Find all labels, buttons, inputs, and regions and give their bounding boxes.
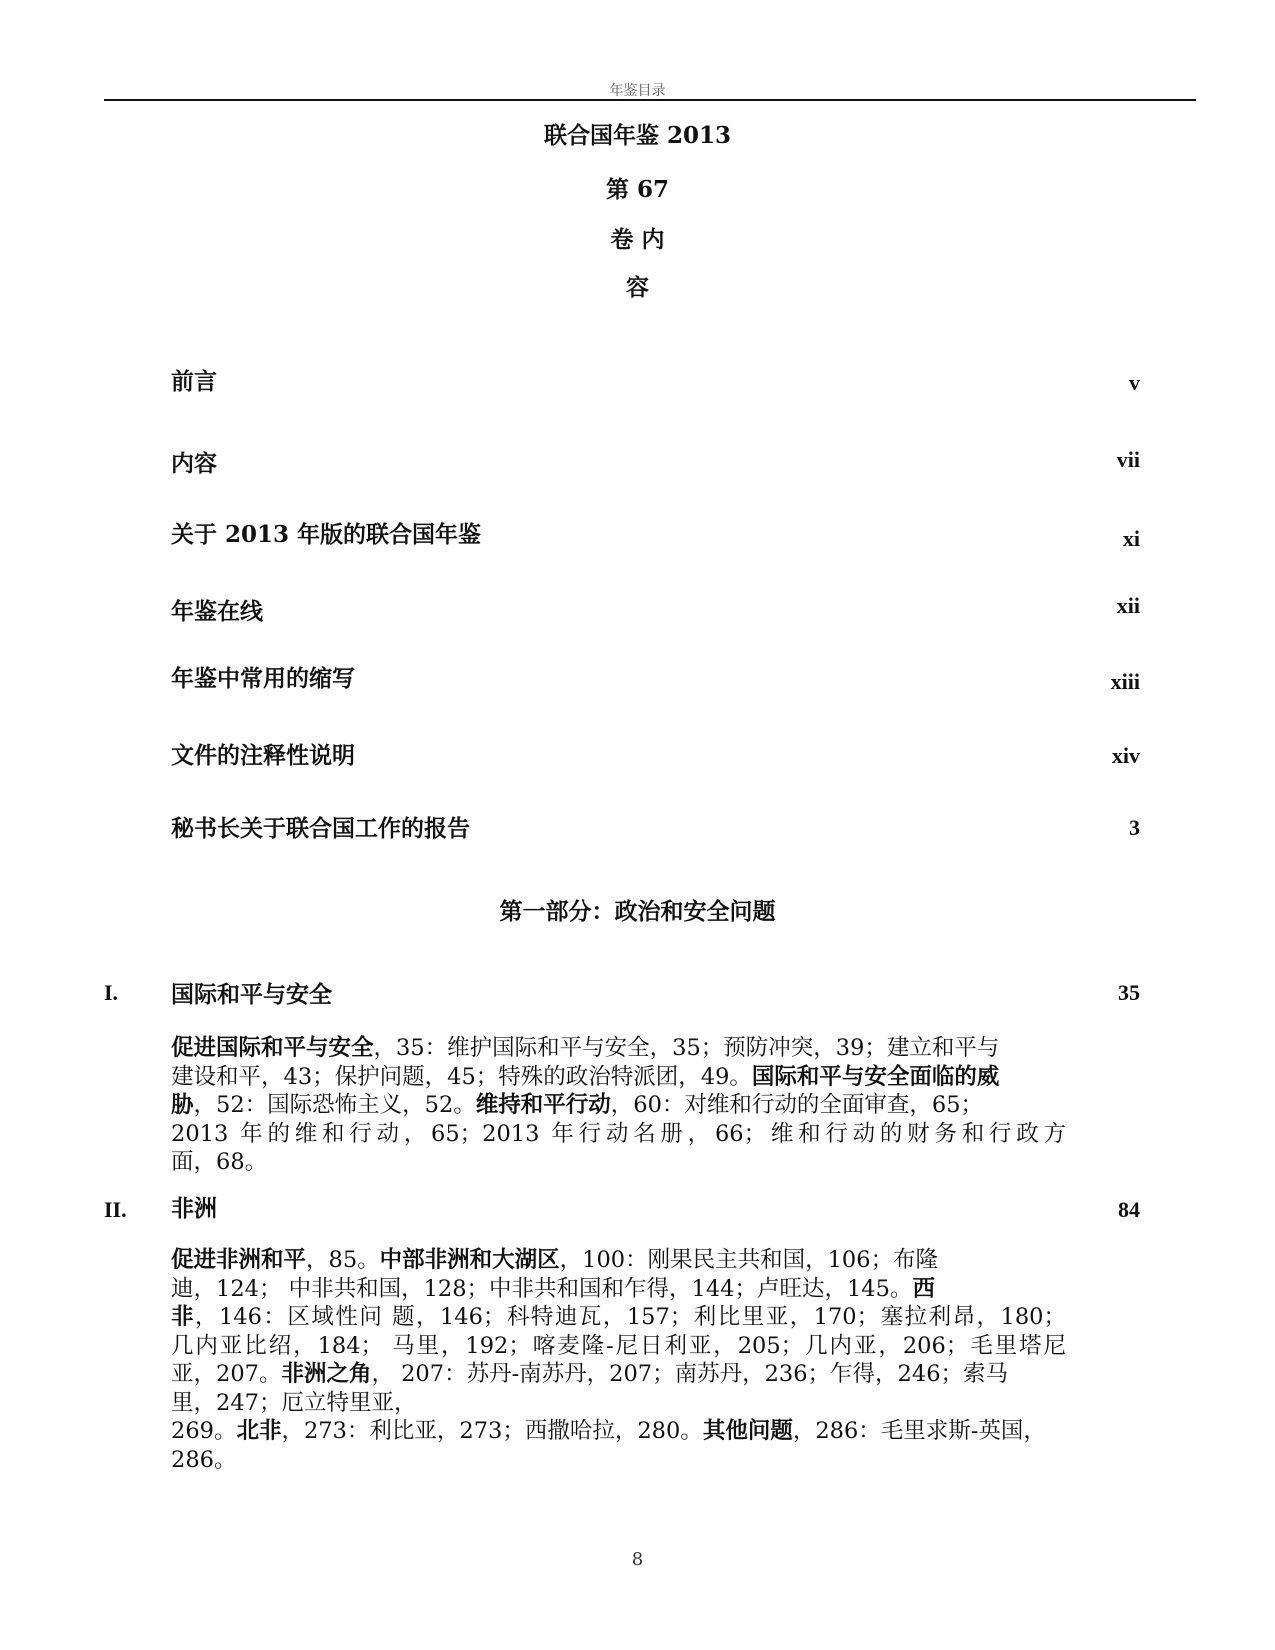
running-head: 年鉴目录 [609,83,666,99]
toc-entry-sg-report[interactable]: 秘书长关于联合国工作的报告 [171,815,470,842]
text-run: 里，247；厄立特里亚， [171,1389,417,1416]
chapter-2-page: 84 [1118,1197,1140,1222]
text-run: 建设和平，43；保护问题，45；特殊的政治特派团，49。 [171,1063,752,1090]
section-heading-run[interactable]: 其他问题 [702,1418,793,1444]
chapter-2-title[interactable]: 非洲 [171,1195,217,1222]
title-line-3: 卷 内 [610,226,665,253]
toc-page-about: xi [1122,526,1140,551]
toc-page-preface: v [1129,370,1140,395]
summary-line [171,1446,1066,1475]
book-title: 联合国年鉴 2013 [543,122,732,149]
summary-line [171,1148,1066,1177]
section-heading-run[interactable]: 胁 [171,1092,194,1118]
summary-line [171,1246,1066,1275]
text-run: 2013 年的维和行动，65；2013 年行动名册，66；维和行动的财务和行政方 [171,1120,1066,1147]
text-run: 286。 [171,1446,237,1473]
toc-page-document-notes: xiv [1111,743,1140,768]
section-heading-run[interactable]: 促进非洲和平 [171,1247,307,1273]
toc-entry-document-notes[interactable]: 文件的注释性说明 [171,742,355,769]
chapter-1-page: 35 [1118,980,1140,1005]
text-run: 迪，124； 中非共和国，128；中非共和国和乍得，144；卢旺达，145。 [171,1275,913,1302]
toc-entry-abbreviations[interactable]: 年鉴中常用的缩写 [171,665,355,692]
header-rule [104,99,1196,101]
section-heading-run[interactable]: 北非 [236,1418,282,1444]
text-run: ，52：国际恐怖主义，52。 [193,1092,476,1118]
summary-line [171,1360,1066,1389]
text-run: 269。 [171,1418,237,1444]
summary-line [171,1332,1066,1361]
section-heading-run[interactable]: 非洲之角 [281,1361,372,1387]
summary-line [171,1063,1066,1092]
chapter-2-summary [171,1246,1066,1474]
text-run: ，146：区域性问 题，146；科特迪瓦，157；利比里亚，170；塞拉利昂，180； [195,1304,1066,1330]
section-heading-run[interactable]: 促进国际和平与安全 [171,1035,374,1061]
toc-entry-about[interactable]: 关于 2013 年版的联合国年鉴 [171,521,482,548]
toc-page-sg-report: 3 [1129,815,1140,840]
text-run: ，60：对维和行动的全面审查，65； [610,1092,984,1118]
chapter-2-number: II. [104,1197,127,1222]
summary-line [171,1091,1066,1120]
text-run: ， 207：苏丹-南苏丹，207；南苏丹，236；乍得，246；索马 [371,1361,1009,1387]
section-heading-run[interactable]: 非 [171,1304,195,1330]
toc-entry-preface[interactable]: 前言 [171,368,217,395]
toc-page-abbreviations: xiii [1110,669,1140,694]
section-heading-run[interactable]: 维持和平行动 [475,1092,611,1118]
text-run: 亚，207。 [171,1361,282,1387]
part-1-title: 第一部分：政治和安全问题 [499,898,776,925]
summary-line [171,1417,1066,1446]
summary-line [171,1389,1066,1418]
toc-page-contents: vii [1116,447,1140,472]
text-run: 几内亚比绍，184； 马里，192；喀麦隆-尼日利亚，205；几内亚，206；毛里塔尼 [171,1332,1066,1359]
text-run: ，286：毛里求斯-英国， [792,1418,1046,1444]
title-line-4: 容 [626,274,649,301]
text-run: ，273：利比亚，273；西撒哈拉，280。 [281,1418,703,1444]
page-number: 8 [631,1549,644,1570]
volume-number: 第 67 [605,176,669,203]
text-run: ，85。 [306,1247,380,1273]
section-heading-run[interactable]: 西 [912,1275,935,1302]
text-run: ，35：维护国际和平与安全，35；预防冲突，39；建立和平与 [373,1035,1000,1061]
chapter-1-summary [171,1034,1066,1177]
toc-entry-contents[interactable]: 内容 [171,450,217,477]
toc-entry-online[interactable]: 年鉴在线 [171,598,263,625]
toc-page-online: xii [1116,593,1140,618]
section-heading-run[interactable]: 国际和平与安全面临的威 [751,1063,1000,1090]
summary-line [171,1275,1066,1304]
chapter-1-title[interactable]: 国际和平与安全 [171,981,332,1008]
summary-line [171,1120,1066,1149]
text-run: ，100：刚果民主共和国，106；布隆 [559,1247,939,1273]
text-run: 面，68。 [171,1149,268,1175]
summary-line [171,1303,1066,1332]
summary-line [171,1034,1066,1063]
section-heading-run[interactable]: 中部非洲和大湖区 [379,1247,560,1273]
chapter-1-number: I. [104,980,119,1005]
